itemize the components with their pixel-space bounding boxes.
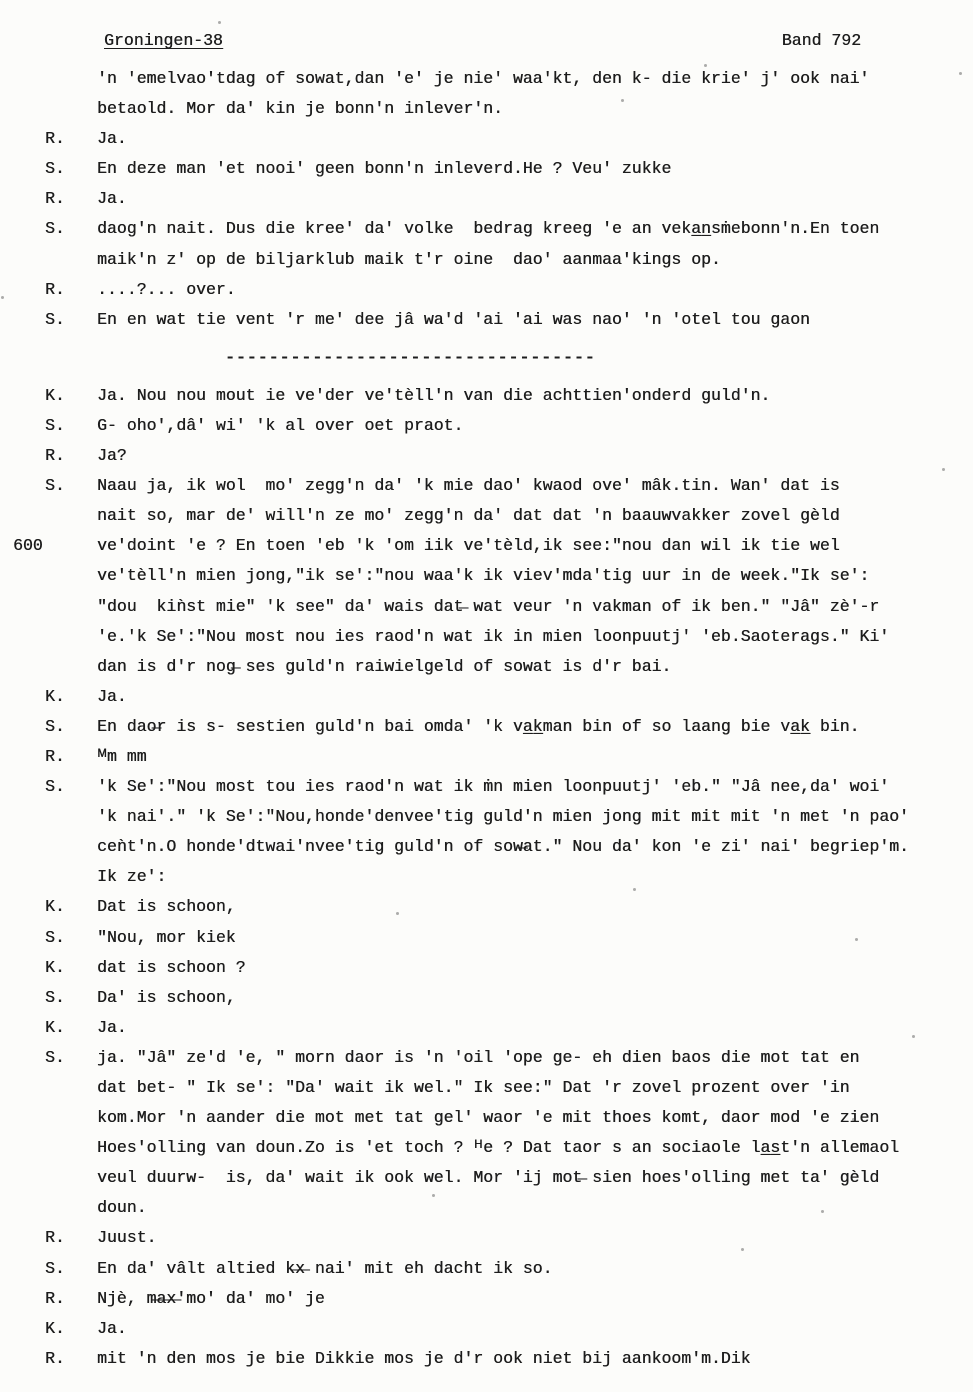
transcript-line: [0, 772, 973, 802]
transcript-line: [0, 1103, 973, 1133]
transcript-line: [0, 1163, 973, 1193]
speaker-label: K.: [45, 686, 65, 706]
transcript-line: [0, 983, 973, 1013]
transcript-line: [0, 64, 973, 94]
transcript-line: [0, 441, 973, 471]
speaker-label: S.: [45, 987, 65, 1007]
speaker-label: S.: [45, 159, 65, 179]
transcript-line: [0, 622, 973, 652]
transcript-line: [0, 1013, 973, 1043]
scan-speck: [396, 912, 399, 915]
transcript-line: [0, 1254, 973, 1284]
transcript-line: [0, 652, 973, 682]
transcript-line: [0, 923, 973, 953]
line-text: betaold. Mor da' kin je bonn'n inlever'n.: [97, 99, 503, 119]
line-text: Ik ze':: [97, 867, 167, 887]
speaker-label: K.: [45, 1017, 65, 1037]
line-text: ceǹt'n.O honde'dtwai'nvee'tig guld'n of sow̶at." Nou da' kon 'e zi' nai' begriep'm.: [97, 837, 909, 857]
transcript-line: [0, 1223, 973, 1253]
transcript-line: [0, 682, 973, 712]
speaker-label: S.: [45, 1258, 65, 1278]
document-title: Groningen-38: [104, 31, 223, 50]
transcript-line: [0, 862, 973, 892]
scan-speck: [621, 99, 624, 102]
line-text: Ja.: [97, 1017, 127, 1037]
transcript-line: [0, 742, 973, 772]
scan-speck: [912, 1035, 915, 1038]
line-text: dat bet- " Ik se': "Da' wait ik wel." Ik see:" Dat 'r zovel prozent over 'in: [97, 1078, 850, 1097]
transcript-line: [0, 154, 973, 184]
transcript-line: [0, 1314, 973, 1344]
line-text: maik'n z' op de biljarklub maik t'r oine dao' aanmaa'kings op.: [97, 249, 721, 269]
line-text: Juust.: [97, 1228, 157, 1248]
scan-speck: [277, 170, 280, 173]
line-text: ᴹm mm: [97, 746, 147, 766]
speaker-label: R.: [45, 1288, 65, 1308]
transcript-line: [0, 531, 973, 561]
transcript-line: [0, 381, 973, 411]
line-text: nait so, mar de' will'n ze mo' zegg'n da' dat dat 'n baauwvakker zovel gèld: [97, 506, 840, 526]
line-text: 'n 'emelvao'tdag of sowat,dan 'e' je nie' waa'kt, den k- die krie' j' ook nai': [97, 69, 870, 88]
transcript-lines: [0, 64, 973, 1374]
transcript-line: [0, 1043, 973, 1073]
scan-speck: [633, 888, 636, 891]
transcript-line: [0, 471, 973, 501]
scan-speck: [942, 468, 945, 471]
speaker-label: R.: [45, 1228, 65, 1248]
line-text: Dat is schoon,: [97, 897, 236, 917]
line-text: dat is schoon ?: [97, 957, 246, 977]
scan-speck: [1, 296, 4, 299]
transcript-line: [0, 1193, 973, 1223]
line-text: En da' vâlt altied k̶x̶ nai' mit eh dacht ik so.: [97, 1258, 553, 1278]
transcript-line: [0, 1073, 973, 1103]
line-text: Ja.: [97, 189, 127, 209]
scan-speck: [232, 394, 235, 397]
speaker-label: S.: [45, 309, 65, 329]
line-text: dan is d'r nog̶ ses guld'n raiwielgeld of sowat is d'r bai.: [97, 656, 672, 676]
speaker-label: K.: [45, 897, 65, 917]
line-text: daog'n nait. Dus die kree' da' volke bedrag kreeg 'e an veka̲n̲sṁebonn'n.En toen: [97, 219, 880, 239]
margin-number: 600: [13, 536, 43, 556]
transcript-line: [0, 124, 973, 154]
transcript-line: [0, 953, 973, 983]
speaker-label: K.: [45, 385, 65, 405]
line-text: ve'doint 'e ? En toen 'eb 'k 'om iik ve'tèld,ik see:"nou dan wil ik tie wel: [97, 536, 840, 556]
line-text: mit 'n den mos je bie Dikkie mos je d'r ook niet bij aankoom'm.Dik: [97, 1348, 751, 1368]
transcript-line: [0, 214, 973, 244]
band-number: Band 792: [781, 31, 861, 50]
scan-speck: [852, 1118, 855, 1121]
line-text: Ja.: [97, 1318, 127, 1338]
page-header: [0, 26, 973, 56]
line-text: ve'tèll'n mien jong,"ik se':"nou waa'k ik viev'mda'tig uur in de week."Ik se':: [97, 566, 870, 586]
line-text: En en wat tie vent 'r me' dee jâ wa'd 'ai 'ai was nao' 'n 'otel tou gaon: [97, 309, 810, 329]
transcript-line: [0, 1344, 973, 1374]
transcript-line: [0, 501, 973, 531]
line-text: En deze man 'et nooi' geen bonn'n inleverd.He ? Veu' zukke: [97, 159, 672, 179]
line-text: Ja.: [97, 129, 127, 149]
transcript-line: [0, 1284, 973, 1314]
speaker-label: S.: [45, 219, 65, 239]
transcript-line: [0, 411, 973, 441]
transcript-line: [0, 275, 973, 305]
speaker-label: S.: [45, 927, 65, 947]
line-text: Ja?: [97, 446, 127, 466]
transcript-line: [0, 184, 973, 214]
speaker-label: S.: [45, 777, 65, 797]
transcript-line: [0, 592, 973, 622]
transcript-line: [0, 892, 973, 922]
speaker-label: R.: [45, 1348, 65, 1368]
line-text: kom.Mor 'n aander die mot met tat gel' waor 'e mit thoes komt, daor mod 'e zien: [97, 1108, 880, 1128]
line-text: G- oho',dâ' wi' 'k al over oet praot.: [97, 415, 464, 435]
speaker-label: K.: [45, 957, 65, 977]
line-text: Hoes'olling van doun.Zo is 'et toch ? ᴴe ? Dat taor s an sociaole la̲s̲t'n allemaol: [97, 1138, 900, 1158]
line-text: ....?... over.: [97, 279, 236, 299]
speaker-label: S.: [45, 415, 65, 435]
speaker-label: R.: [45, 279, 65, 299]
scan-speck: [821, 1210, 824, 1213]
line-text: 'k Se':"Nou most tou ies raod'n wat ik ṁn mien loonpuutj' 'eb." "Jâ nee,da' woi': [97, 777, 890, 797]
speaker-label: K.: [45, 1318, 65, 1338]
divider-line: [0, 335, 973, 381]
speaker-label: S.: [45, 1047, 65, 1067]
speaker-label: R.: [45, 446, 65, 466]
scan-speck: [741, 1248, 744, 1251]
scan-speck: [855, 938, 858, 941]
line-text: "Nou, mor kiek: [97, 927, 236, 947]
line-text: ja. "Jâ" ze'd 'e, " morn daor is 'n 'oil 'ope ge- eh dien baos die mot tat en: [97, 1047, 860, 1067]
line-text: Naau ja, ik wol mo' zegg'n da' 'k mie dao' kwaod ove' mâk.tin. Wan' dat is: [97, 476, 840, 496]
line-text: doun.: [97, 1198, 147, 1218]
transcript-line: [0, 802, 973, 832]
scan-speck: [432, 1194, 435, 1197]
line-text: 'k nai'." 'k Se':"Nou,honde'denvee'tig guld'n mien jong mit mit mit 'n met 'n pao': [97, 807, 909, 827]
line-text: Ja.: [97, 686, 127, 706]
transcript-line: [0, 1133, 973, 1163]
speaker-label: S.: [45, 716, 65, 736]
divider-dashes: ----------------------------------: [225, 347, 596, 367]
transcript-line: [0, 712, 973, 742]
speaker-label: R.: [45, 746, 65, 766]
line-text: 'e.'k Se':"Nou most nou ies raod'n wat ik in mien loonpuutj' 'eb.Saoterags." Ki': [97, 626, 890, 646]
scan-speck: [218, 21, 221, 24]
transcript-line: [0, 245, 973, 275]
speaker-label: R.: [45, 189, 65, 209]
line-text: Njè, m̶a̶x̶'mo' da' mo' je: [97, 1288, 325, 1308]
scan-speck: [704, 64, 707, 67]
line-text: veul duurw- is, da' wait ik ook wel. Mor 'ij mot̶ sien hoes'olling met ta' gèld: [97, 1168, 880, 1188]
transcript-line: [0, 561, 973, 591]
transcript-line: [0, 305, 973, 335]
transcript-line: [0, 94, 973, 124]
speaker-label: S.: [45, 476, 65, 496]
line-text: En dao̶r is s- sestien guld'n bai omda' 'k va̲k̲man bin of so laang bie va̲k̲ bin.: [97, 716, 860, 736]
line-text: "dou kiǹst mie" 'k see" da' wais dat̶ wat veur 'n vakman of ik ben." "Jâ" zè'-r: [97, 596, 880, 616]
line-text: Ja. Nou nou mout ie ve'der ve'tèll'n van die achttien'onderd guld'n.: [97, 385, 771, 405]
scan-speck: [959, 72, 962, 75]
line-text: Da' is schoon,: [97, 987, 236, 1007]
transcript-line: [0, 832, 973, 862]
speaker-label: R.: [45, 129, 65, 149]
